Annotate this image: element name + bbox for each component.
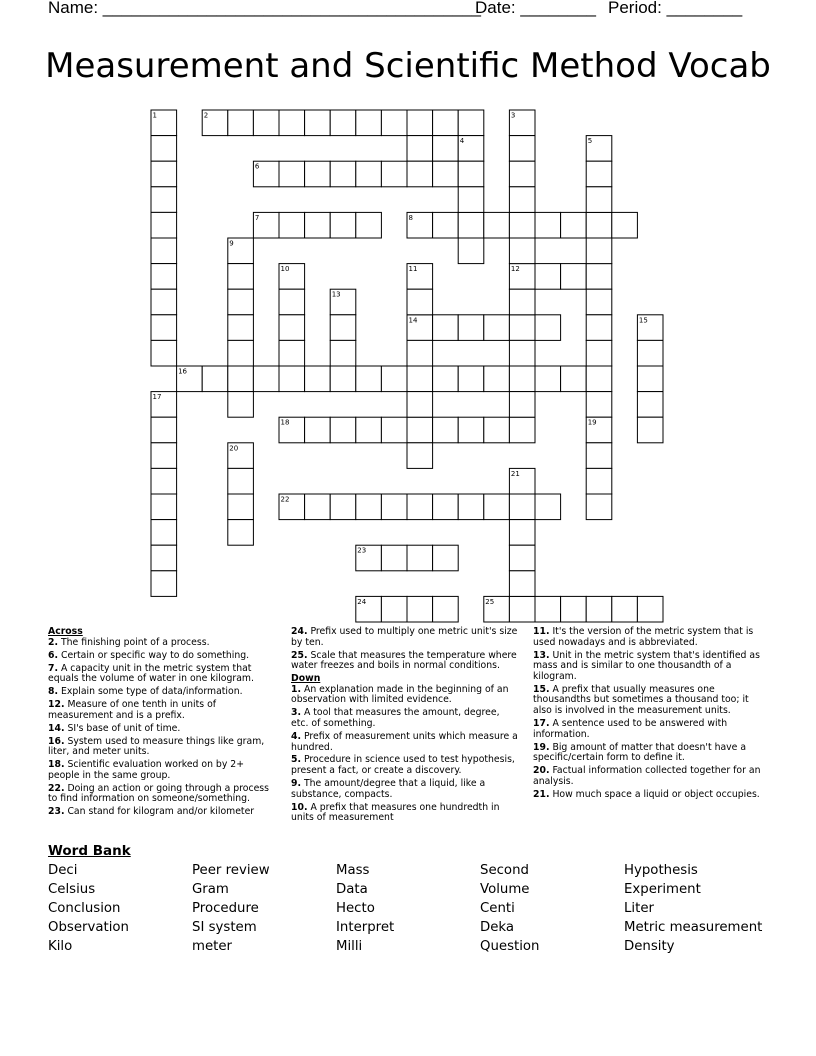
clue-number: 7 [254,213,260,222]
clue-text: A prefix that measures one hundredth in units of measurement [291,801,500,824]
grid-cell[interactable] [433,596,459,622]
grid-cell[interactable] [228,366,254,392]
grid-cell[interactable] [586,392,612,418]
grid-cell[interactable] [407,289,433,315]
clue-number-label: 7. [48,662,59,674]
grid-cell[interactable] [484,315,510,341]
grid-cell[interactable] [484,417,510,443]
clue-number-label: 18. [48,759,65,771]
clue-number: 2 [203,111,209,120]
clue-text: The amount/degree that a liquid, like a substance, compacts. [291,778,486,800]
clue-number-label: 2. [48,636,59,648]
grid-cell[interactable] [484,366,510,392]
grid-cell[interactable] [458,238,484,264]
grid-cell[interactable] [535,315,561,341]
clue-number: 20 [229,444,239,453]
word-bank-word: Interpret [336,920,395,935]
grid-cell[interactable] [151,161,177,187]
word-bank-word: Data [336,882,368,897]
grid-cell[interactable] [279,340,305,366]
across-heading: Across [48,626,83,637]
grid-cell[interactable] [407,110,433,136]
grid-cell[interactable] [330,110,356,136]
grid-cell[interactable] [407,417,433,443]
clue-number: 16 [178,367,188,376]
clue-number: 12 [510,265,520,274]
clues-column-2 [291,627,519,826]
grid-cell[interactable] [305,366,331,392]
clue-text: The finishing point of a process. [58,636,210,648]
clue-number-label: 19. [533,741,550,753]
clue-text: Can stand for kilogram and/or kilometer [64,806,255,818]
grid-cell[interactable] [484,212,510,238]
grid-cell[interactable] [509,340,535,366]
word-bank-word: Conclusion [48,901,121,916]
clue-number-label: 1. [291,683,302,695]
clue-number: 13 [331,290,341,299]
grid-cell[interactable] [433,366,459,392]
clue-number-label: 21. [533,788,550,800]
grid-cell[interactable] [433,494,459,520]
clue-number: 1 [152,111,157,120]
grid-cell[interactable] [279,289,305,315]
word-bank-row [48,863,768,882]
clue-text: Measure of one tenth in units of measurement and is a prefix. [48,699,217,721]
clue-number: 14 [408,316,418,325]
clue-number: 17 [152,393,162,402]
word-bank-word: Peer review [192,863,270,878]
grid-cell[interactable] [535,264,561,290]
clue-text: Doing an action or going through a process to find information on someone/something. [48,782,269,805]
grid-cell[interactable] [458,161,484,187]
grid-cell[interactable] [484,494,510,520]
word-bank-row [48,920,768,939]
clue-text: Procedure in science used to test hypothesis, present a fact, or create a discovery. [291,754,515,777]
word-bank-row [48,939,768,958]
grid-cell[interactable] [407,366,433,392]
date-field[interactable]: Date: ________ [475,0,596,17]
word-bank-word: Volume [480,882,530,897]
clue-item [291,779,519,800]
grid-cell[interactable] [356,366,382,392]
clue-text: SI's base of unit of time. [64,722,181,734]
grid-cell[interactable] [433,545,459,571]
grid-cell[interactable] [586,289,612,315]
grid-cell[interactable] [356,110,382,136]
grid-cell[interactable] [356,212,382,238]
clue-item [291,685,519,706]
grid-cell[interactable] [228,289,254,315]
clue-number: 18 [280,418,290,427]
grid-cell[interactable] [381,494,407,520]
clue-number-label: 12. [48,699,65,711]
clue-number: 19 [587,418,597,427]
grid-cell[interactable] [228,494,254,520]
clue-text: A prefix that usually measures one thousandths but sometimes a thousand too; it also is involved in the measurement units. [533,683,749,716]
clue-number-label: 22. [48,782,65,794]
grid-cell[interactable] [407,443,433,469]
grid-cell[interactable] [509,187,535,213]
word-bank-word: Metric measurement [624,920,763,935]
grid-cell[interactable] [561,264,587,290]
grid-cell[interactable] [433,212,459,238]
word-bank-word: Liter [624,901,654,916]
grid-cell[interactable] [509,161,535,187]
grid-cell[interactable] [330,212,356,238]
grid-cell[interactable] [637,417,663,443]
grid-cell[interactable] [509,494,535,520]
clue-number-label: 14. [48,722,65,734]
clue-text: Prefix of measurement units which measure a hundred. [291,730,518,753]
clue-item [533,685,768,717]
clue-item [48,664,276,685]
clue-number-label: 17. [533,717,550,729]
clue-item [291,708,519,729]
clue-item [48,807,276,818]
down-heading: Down [291,673,321,685]
clue-item [291,732,519,753]
grid-cell[interactable] [228,315,254,341]
clue-item [291,627,519,648]
clue-item [48,760,276,781]
word-bank-word: Second [480,863,529,878]
grid-cell[interactable] [561,596,587,622]
word-bank-word: Centi [480,901,515,916]
grid-cell[interactable] [330,494,356,520]
clue-number-label: 4. [291,730,302,742]
clue-number: 25 [485,597,495,606]
grid-cell[interactable] [356,161,382,187]
word-bank-word: Deka [480,920,515,935]
clue-item [533,627,768,648]
grid-cell[interactable] [535,596,561,622]
clue-number-label: 20. [533,765,550,777]
grid-cell[interactable] [509,136,535,162]
word-bank-word: SI system [192,920,257,935]
grid-cell[interactable] [586,161,612,187]
grid-cell[interactable] [151,289,177,315]
name-field[interactable]: Name: ________________________________________ [48,0,481,17]
grid-cell[interactable] [228,340,254,366]
grid-cell[interactable] [305,417,331,443]
grid-cell[interactable] [637,366,663,392]
grid-cell[interactable] [305,494,331,520]
grid-cell[interactable] [458,315,484,341]
clue-number-label: 6. [48,649,59,661]
clues-column-3 [533,627,768,803]
clue-item [291,755,519,776]
grid-cell[interactable] [458,494,484,520]
clue-number: 6 [254,162,260,171]
grid-cell[interactable] [407,340,433,366]
clue-item [533,790,768,801]
clue-number: 4 [459,137,465,146]
word-bank-word: Celsius [48,882,96,897]
grid-cell[interactable] [586,315,612,341]
word-bank-word: Gram [192,882,229,897]
grid-cell[interactable] [637,596,663,622]
clue-item [48,700,276,721]
clue-item [48,784,276,805]
grid-cell[interactable] [151,468,177,494]
clue-number: 8 [408,213,413,222]
grid-cell[interactable] [509,596,535,622]
clue-text: A sentence used to be answered with information. [533,717,728,740]
grid-cell[interactable] [407,545,433,571]
grid-cell[interactable] [151,340,177,366]
grid-cell[interactable] [279,212,305,238]
clue-number-label: 24. [291,626,308,637]
grid-cell[interactable] [509,238,535,264]
clue-text: How much space a liquid or object occupies. [549,788,760,800]
grid-cell[interactable] [151,520,177,546]
word-bank-word: Procedure [192,901,259,916]
grid-cell[interactable] [433,110,459,136]
grid-cell[interactable] [586,596,612,622]
clue-number-label: 15. [533,683,550,695]
grid-cell[interactable] [509,212,535,238]
grid-cell[interactable] [356,417,382,443]
grid-cell[interactable] [381,110,407,136]
grid-cell[interactable] [151,315,177,341]
grid-cell[interactable] [586,366,612,392]
clue-text: Scale that measures the temperature where water freezes and boils in normal conditions. [291,649,517,672]
grid-cell[interactable] [151,187,177,213]
grid-cell[interactable] [509,417,535,443]
grid-cell[interactable] [586,187,612,213]
grid-cell[interactable] [561,212,587,238]
word-bank-word: Observation [48,920,129,935]
grid-cell[interactable] [381,366,407,392]
grid-cell[interactable] [381,545,407,571]
clue-text: Unit in the metric system that's identified as mass and is similar to one thousandth of a kilogram. [533,649,760,682]
grid-cell[interactable] [458,366,484,392]
grid-cell[interactable] [279,110,305,136]
grid-cell[interactable] [151,238,177,264]
grid-cell[interactable] [586,238,612,264]
word-bank-word: meter [192,939,232,954]
clue-number: 22 [280,495,290,504]
word-bank-word: Milli [336,939,363,954]
grid-cell[interactable] [330,315,356,341]
clue-item [48,651,276,662]
clue-number-label: 13. [533,649,550,661]
grid-cell[interactable] [202,366,228,392]
grid-cell[interactable] [509,315,535,341]
word-bank-word: Kilo [48,939,73,954]
grid-cell[interactable] [509,545,535,571]
grid-cell[interactable] [458,187,484,213]
grid-cell[interactable] [637,340,663,366]
clue-number-label: 11. [533,626,550,637]
clue-number: 10 [280,265,290,274]
grid-cell[interactable] [612,212,638,238]
grid-cell[interactable] [151,264,177,290]
grid-cell[interactable] [279,366,305,392]
clue-text: It's the version of the metric system that is used nowadays and is abbreviated. [533,626,754,648]
grid-cell[interactable] [586,468,612,494]
grid-cell[interactable] [458,110,484,136]
clue-text: A capacity unit in the metric system that equals the volume of water in one kilogram. [48,662,254,685]
grid-cell[interactable] [253,366,279,392]
grid-cell[interactable] [381,161,407,187]
grid-cell[interactable] [535,212,561,238]
clue-number: 3 [510,111,516,120]
grid-cell[interactable] [407,392,433,418]
grid-cell[interactable] [458,417,484,443]
clue-text: Scientific evaluation worked on by 2+ people in the same group. [48,759,244,781]
grid-cell[interactable] [228,468,254,494]
clue-number: 15 [638,316,648,325]
clue-number: 23 [357,546,367,555]
clue-number-label: 10. [291,801,308,813]
clue-text: A tool that measures the amount, degree, etc. of something. [291,707,500,729]
grid-cell[interactable] [612,596,638,622]
grid-cell[interactable] [433,161,459,187]
clue-number-label: 3. [291,707,302,719]
clue-text: Big amount of matter that doesn't have a specific/certain form to define it. [533,741,747,764]
grid-cell[interactable] [330,340,356,366]
clue-text: Certain or specific way to do something. [58,649,250,661]
clue-number-label: 9. [291,778,302,790]
clue-number: 11 [408,265,418,274]
grid-cell[interactable] [509,520,535,546]
word-bank [48,863,768,958]
grid-cell[interactable] [305,110,331,136]
grid-cell[interactable] [151,136,177,162]
clue-number-label: 23. [48,806,65,818]
grid-cell[interactable] [253,110,279,136]
grid-cell[interactable] [586,340,612,366]
grid-cell[interactable] [305,161,331,187]
clue-number-label: 8. [48,686,59,698]
grid-cell[interactable] [330,417,356,443]
clue-number: 24 [357,597,367,606]
grid-cell[interactable] [586,443,612,469]
grid-cell[interactable] [509,571,535,597]
grid-cell[interactable] [151,571,177,597]
grid-cell[interactable] [433,136,459,162]
clue-item [48,638,276,649]
clue-item [48,687,276,698]
grid-cell[interactable] [151,212,177,238]
clue-item [291,651,519,672]
word-bank-word: Question [480,939,540,954]
grid-cell[interactable] [151,417,177,443]
word-bank-word: Deci [48,863,78,878]
word-bank-word: Hecto [336,901,375,916]
grid-cell[interactable] [279,161,305,187]
word-bank-row [48,901,768,920]
grid-cell[interactable] [407,494,433,520]
grid-cell[interactable] [305,212,331,238]
clue-number-label: 16. [48,735,65,747]
clue-text: Factual information collected together for an analysis. [533,765,761,787]
grid-cell[interactable] [561,366,587,392]
clue-item [48,737,276,758]
grid-cell[interactable] [433,417,459,443]
clue-text: Explain some type of data/information. [58,686,243,698]
grid-cell[interactable] [407,136,433,162]
grid-cell[interactable] [586,212,612,238]
grid-cell[interactable] [279,315,305,341]
clue-number: 9 [229,239,234,248]
clue-item [291,803,519,824]
clue-item [533,743,768,764]
grid-cell[interactable] [509,289,535,315]
word-bank-row [48,882,768,901]
clue-item [48,724,276,735]
grid-cell[interactable] [330,366,356,392]
clue-text: System used to measure things like gram, liter, and meter units. [48,735,265,758]
grid-cell[interactable] [458,212,484,238]
grid-cell[interactable] [509,366,535,392]
word-bank-word: Density [624,939,675,954]
grid-cell[interactable] [509,392,535,418]
clue-number: 21 [510,469,520,478]
grid-cell[interactable] [228,520,254,546]
clue-text: An explanation made in the beginning of an observation with limited evidence. [291,683,509,706]
word-bank-title: Word Bank [48,843,131,859]
grid-cell[interactable] [356,494,382,520]
grid-cell[interactable] [228,392,254,418]
grid-cell[interactable] [535,366,561,392]
grid-cell[interactable] [228,264,254,290]
grid-cell[interactable] [535,494,561,520]
grid-cell[interactable] [228,110,254,136]
word-bank-word: Experiment [624,882,701,897]
clue-item [533,651,768,683]
clue-number: 5 [587,137,593,146]
grid-cell[interactable] [407,161,433,187]
clues-column-1 [48,627,276,820]
grid-cell[interactable] [407,596,433,622]
grid-cell[interactable] [381,417,407,443]
grid-cell[interactable] [586,494,612,520]
grid-cell[interactable] [433,315,459,341]
page-title: Measurement and Scientific Method Vocab [45,46,771,86]
grid-cell[interactable] [381,596,407,622]
grid-cell[interactable] [586,264,612,290]
grid-cell[interactable] [151,494,177,520]
grid-cell[interactable] [330,161,356,187]
word-bank-word: Mass [336,863,370,878]
clue-number-label: 25. [291,649,308,661]
period-field[interactable]: Period: ________ [608,0,743,17]
grid-cell[interactable] [151,545,177,571]
grid-cell[interactable] [637,392,663,418]
clue-item [533,766,768,787]
clue-number-label: 5. [291,754,302,766]
word-bank-word: Hypothesis [624,863,698,878]
clue-item [533,719,768,740]
grid-cell[interactable] [151,443,177,469]
clue-text: Prefix used to multiply one metric unit's size by ten. [291,626,518,648]
